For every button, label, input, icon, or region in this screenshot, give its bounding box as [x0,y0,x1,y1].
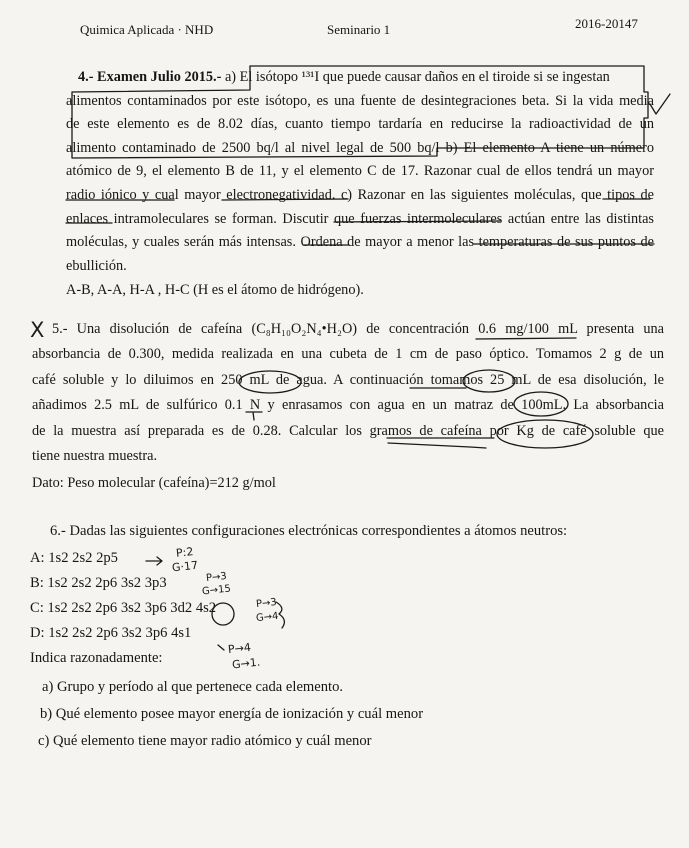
q4-line-6: radio iónico y cual mayor electronegatividad. c) Razonar en las siguientes moléculas, que tipos de [66,186,654,203]
q4-line-2: alimentos contaminados por este isótopo, es una fuente de desintegraciones beta. Si la vida media [66,92,654,109]
q5-line-1: 5.- Una disolución de cafeína (C₈H₁₀O₂N₄•H₂O) de concentración 0.6 mg/100 mL presenta una [52,321,664,337]
q4-line-7: enlaces intramoleculares se forman. Discutir que fuerzas intermoleculares actúan entre las distintas [66,210,654,227]
handwriting-c-group: G→4 [255,610,280,625]
q5-cross-mark: X [30,318,45,342]
handwriting-a-period: P:2 [175,545,194,560]
q4-line-10: A-B, A-A, H-A , H-C (H es el átomo de hidrógeno). [66,282,364,299]
q4-line-3: de este elemento es de 8.02 días, cuanto tiempo tardaría en reducirse la radioactividad de un [66,116,654,133]
q6-intro: 6.- Dadas las siguientes configuraciones electrónicas correspondientes a átomos neutros: [50,523,568,539]
q4-line-8: moléculas, y cuales serán más intensas. Ordena de mayor a menor las temperaturas de sus puntos de [66,234,654,251]
handwriting-b-group: G→15 [201,583,232,598]
config-a: A: 1s2 2s2 2p5 [30,550,118,566]
header-course: Quimica Aplicada · NHD [80,22,214,37]
header-year: 2016-20147 [575,16,638,31]
q5-line-4: añadimos 2.5 mL de sulfúrico 0.1 N y enrasamos con agua en un matraz de 100mL. La absorbancia [32,397,664,414]
q4-number: 4.- Examen Julio 2015.- [78,69,222,85]
header-seminar: Seminario 1 [327,22,391,37]
handwriting-b-period: P→3 [205,570,228,585]
q4-line-4: alimento contaminado de 2500 bq/l al nivel legal de 500 bq/l b) El elemento A tiene un número [66,139,654,156]
handwriting-d-period: P→4 [227,640,252,657]
q5-line-6: tiene nuestra muestra. [32,448,158,465]
q6-item-a: a) Grupo y período al que pertenece cada elemento. [42,679,344,695]
question-6 [30,519,670,754]
config-d: D: 1s2 2s2 2p6 3s2 3p6 4s1 [30,625,192,641]
q6-prompt: Indica razonadamente: [30,650,163,666]
handwriting-c-period: P→3 [255,596,278,611]
question-4 [66,66,654,303]
q4-line-5: atómico de 9, el elemento B de 11, y el elemento C de 17. Razonar cual de ellos tendrá un mayor [66,163,654,180]
question-5 [32,317,664,497]
config-b: B: 1s2 2s2 2p6 3s2 3p3 [30,575,167,591]
q4-line-9: ebullición. [66,257,127,274]
q5-line-3: café soluble y lo diluimos en 250 mL de agua. A continuación tomamos 25 mL de esa disolución, le [32,371,664,388]
q6-item-b: b) Qué elemento posee mayor energía de ionización y cuál menor [40,706,424,722]
handwriting-a-group: G·17 [171,558,199,575]
q5-line-2: absorbancia de 0.300, medida realizada en una cubeta de 1 cm de paso óptico. Tomamos 2 g de un [32,346,664,363]
q6-item-c: c) Qué elemento tiene mayor radio atómico y cuál menor [38,733,372,749]
config-c: C: 1s2 2s2 2p6 3s2 3p6 3d2 4s2 [30,600,217,616]
q5-data: Dato: Peso molecular (cafeína)=212 g/mol [32,475,276,492]
q5-line-5: de la muestra así preparada es de 0.28. Calcular los gramos de cafeína por Kg de café soluble que [32,422,664,439]
handwriting-d-group: G→1. [231,655,261,672]
q4-line-1: 4.- Examen Julio 2015.- a) El isótopo ¹³¹I que puede causar daños en el tiroide si se ingestan [78,69,610,85]
